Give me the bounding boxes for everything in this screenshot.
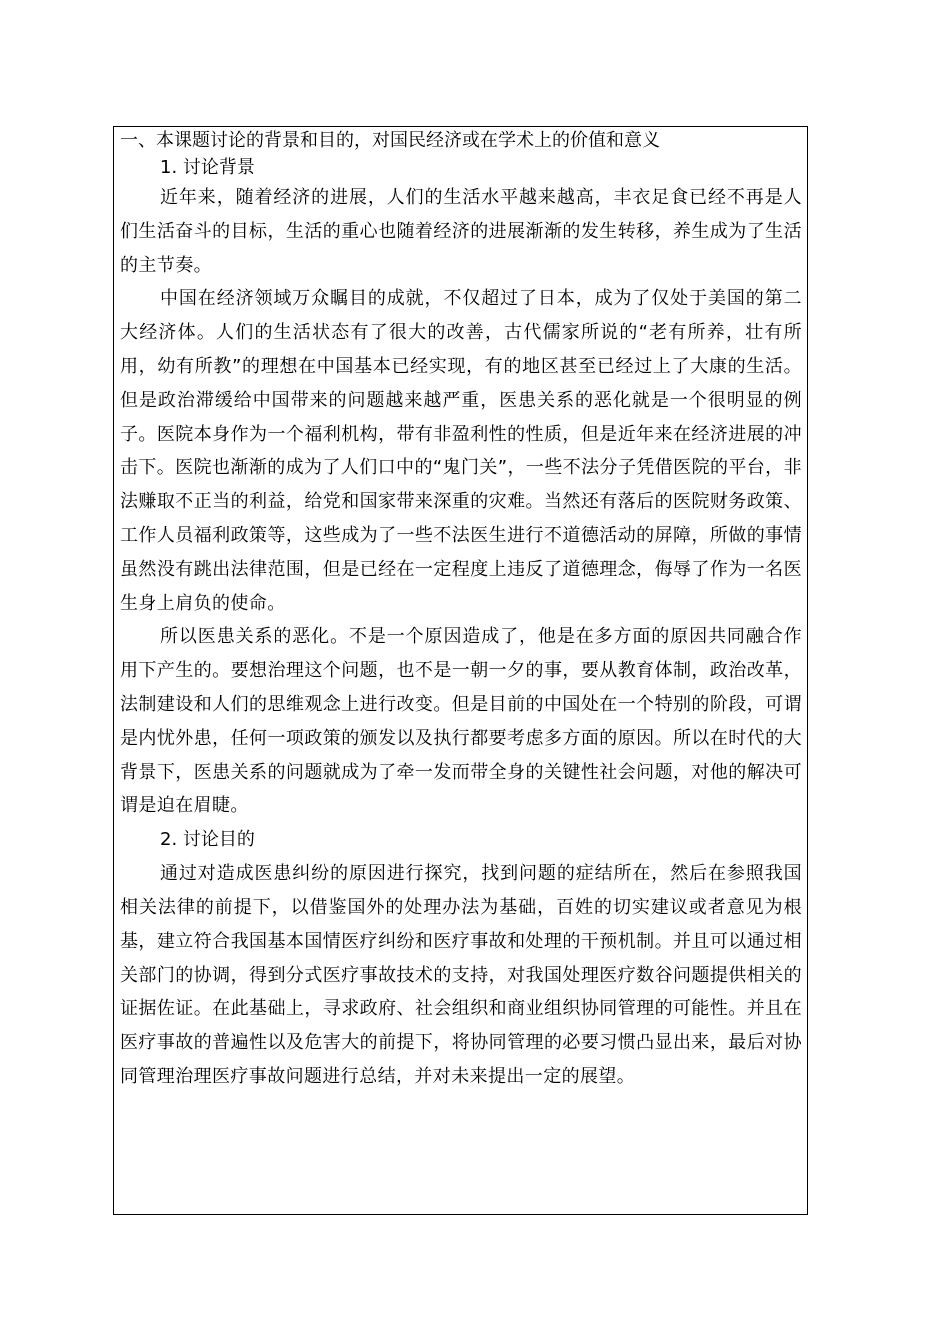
- paragraph-background-2: 中国在经济领域万众瞩目的成就，不仅超过了日本，成为了仅处于美国的第二大经济体。人们的生活状态有了很大的改善，古代儒家所说的“老有所养，壮有所用，幼有所教”的理想在中国基本已经实现，有的地区甚至已经过上了大康的生活。但是政治滞缓给中国带来的问题越来越严重，医患关系的恶化就是一个很明显的例子。医院本身作为一个福利机构，带有非盈利性的性质，但是近年来在经济进展的冲击下。医院也渐渐的成为了人们口中的“鬼门关”，一些不法分子凭借医院的平台，非法赚取不正当的利益，给党和国家带来深重的灾难。当然还有落后的医院财务政策、工作人员福利政策等，这些成为了一些不法医生进行不道德活动的屏障，所做的事情虽然没有跳出法律范围，但是已经在一定程度上违反了道德理念，侮辱了作为一名医生身上肩负的使命。: [120, 288, 802, 614]
- paragraph-background-3: 所以医患关系的恶化。不是一个原因造成了，他是在多方面的原因共同融合作用下产生的。要想治理这个问题，也不是一朝一夕的事，要从教育体制，政治改革，法制建设和人们的思维观念上进行改变。但是目前的中国处在一个特别的阶段，可谓是内忧外患，任何一项政策的颁发以及执行都要考虑多方面的原因。所以在时代的大背景下，医患关系的问题就成为了牵一发而带全身的关键性社会问题，对他的解决可谓是迫在眉睫。: [120, 626, 802, 817]
- paragraph-background-1: 近年来，随着经济的进展，人们的生活水平越来越高，丰衣足食已经不再是人们生活奋斗的目标，生活的重心也随着经济的进展渐渐的发生转移，养生成为了生活的主节奏。: [120, 187, 802, 276]
- section-title: 一、本课题讨论的背景和目的，对国民经济或在学术上的价值和意义: [120, 130, 660, 151]
- subsection-heading-purpose: 2. 讨论目的: [160, 829, 255, 851]
- paragraph-purpose-1: 通过对造成医患纠纷的原因进行探究，找到问题的症结所在，然后在参照我国相关法律的前提下，以借鉴国外的处理办法为基础，百姓的切实建议或者意见为根基，建立符合我国基本国情医疗纠纷和医疗事故和处理的干预机制。并且可以通过相关部门的协调，得到分式医疗事故技术的支持，对我国处理医疗数谷问题提供相关的证据佐证。在此基础上，寻求政府、社会组织和商业组织协同管理的可能性。并且在医疗事故的普遍性以及危害大的前提下，将协同管理的必要习惯凸显出来，最后对协同管理治理医疗事故问题进行总结，并对未来提出一定的展望。: [120, 863, 802, 1087]
- subsection-heading-background: 1. 讨论背景: [160, 157, 255, 178]
- document-body: [120, 128, 802, 1094]
